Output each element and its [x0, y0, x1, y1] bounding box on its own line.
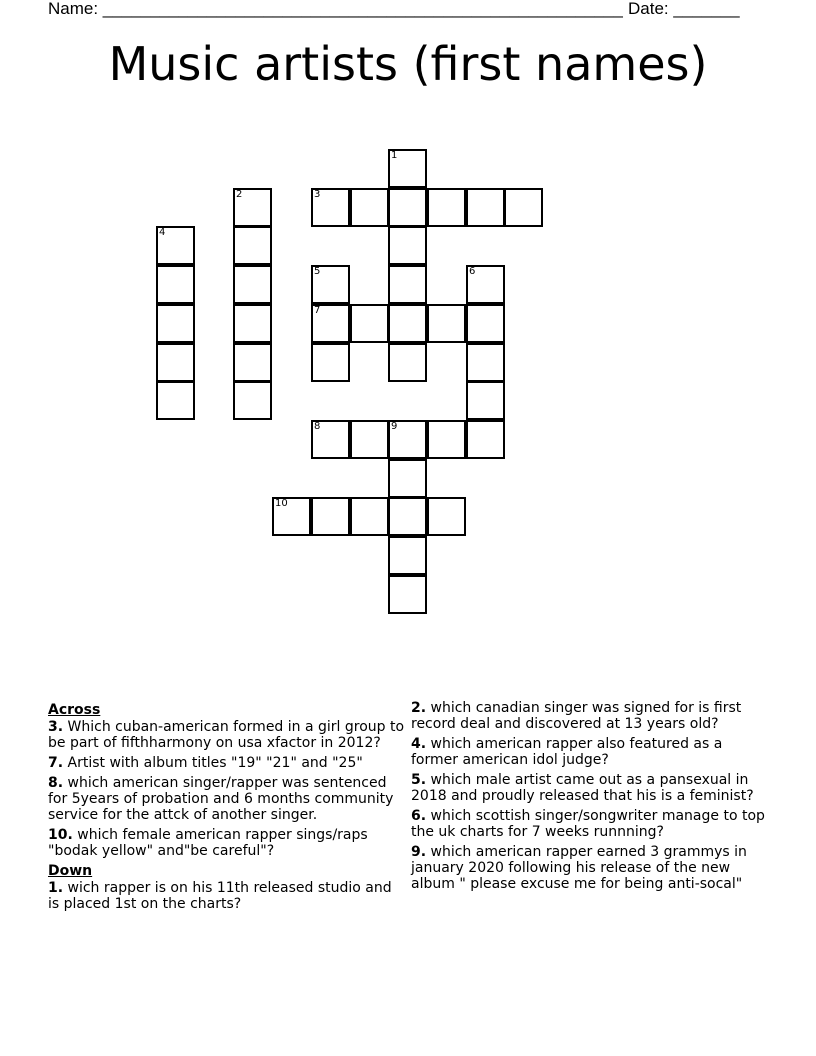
crossword-cell[interactable] — [156, 265, 195, 304]
clue-item — [48, 719, 406, 751]
down-clue-list-continued — [411, 700, 771, 892]
clue-item — [411, 808, 771, 840]
crossword-cell[interactable] — [233, 265, 272, 304]
crossword-cell[interactable] — [350, 497, 389, 536]
clue-number: 5 — [314, 266, 321, 277]
clue-item — [48, 827, 406, 859]
crossword-cell[interactable] — [233, 226, 272, 265]
clue-item-number: 6. — [411, 808, 427, 824]
crossword-cell[interactable] — [427, 188, 466, 227]
page-title: Music artists (first names) — [108, 37, 708, 91]
crossword-cell[interactable] — [156, 381, 195, 420]
crossword-cell[interactable] — [388, 343, 427, 382]
crossword-cell[interactable] — [388, 575, 427, 614]
clue-item-number: 1. — [48, 880, 64, 896]
crossword-cell[interactable] — [233, 343, 272, 382]
clue-item-number: 4. — [411, 736, 427, 752]
crossword-cell[interactable] — [466, 420, 505, 459]
clue-item-text: wich rapper is on his 11th released studio and is placed 1st on the charts? — [48, 880, 392, 912]
clue-item-number: 7. — [48, 755, 64, 771]
clue-item-number: 2. — [411, 700, 427, 716]
clue-item-text: which american rapper also featured as a former american idol judge? — [411, 736, 723, 768]
name-field-label[interactable]: Name: _______________________________________________________ — [48, 0, 623, 18]
clue-number: 4 — [159, 227, 166, 238]
clue-item — [48, 775, 406, 823]
crossword-cell[interactable] — [233, 381, 272, 420]
crossword-cell[interactable] — [311, 188, 350, 227]
crossword-cell[interactable] — [156, 226, 195, 265]
crossword-cell[interactable] — [504, 188, 543, 227]
clue-number: 6 — [469, 266, 476, 277]
crossword-cell[interactable] — [272, 497, 311, 536]
clue-number: 3 — [314, 189, 321, 200]
crossword-cell[interactable] — [156, 343, 195, 382]
clue-item — [48, 755, 406, 771]
clue-item-text: Which cuban-american formed in a girl group to be part of fifthharmony on usa xfactor in 2012? — [48, 719, 405, 751]
clue-item-number: 10. — [48, 827, 73, 843]
clue-number: 1 — [391, 150, 398, 161]
crossword-cell[interactable] — [311, 343, 350, 382]
clue-number: 7 — [314, 305, 321, 316]
clue-item — [411, 736, 771, 768]
clues-right-column — [411, 700, 771, 896]
clue-item — [411, 844, 771, 892]
clue-item-text: Artist with album titles "19" "21" and "25" — [63, 755, 363, 771]
crossword-cell[interactable] — [388, 149, 427, 188]
clue-item-text: which male artist came out as a pansexual in 2018 and proudly released that his is a feminist? — [411, 772, 754, 804]
clue-item-number: 9. — [411, 844, 427, 860]
crossword-cell[interactable] — [466, 343, 505, 382]
crossword-cell[interactable] — [388, 497, 427, 536]
crossword-cell[interactable] — [466, 265, 505, 304]
crossword-cell[interactable] — [156, 304, 195, 343]
crossword-cell[interactable] — [350, 188, 389, 227]
down-clue-list — [48, 880, 406, 912]
crossword-cell[interactable] — [388, 304, 427, 343]
crossword-cell[interactable] — [466, 188, 505, 227]
clue-item-text: which american rapper earned 3 grammys in january 2020 following his release of the new album " please excuse me for being anti-socal" — [411, 844, 747, 892]
crossword-cell[interactable] — [427, 304, 466, 343]
clue-item-number: 3. — [48, 719, 64, 735]
clue-number: 8 — [314, 421, 321, 432]
crossword-cell[interactable] — [427, 420, 466, 459]
across-heading: Across — [48, 702, 101, 718]
crossword-cell[interactable] — [311, 265, 350, 304]
crossword-cell[interactable] — [233, 304, 272, 343]
down-heading: Down — [48, 863, 93, 879]
crossword-cell[interactable] — [388, 188, 427, 227]
crossword-cell[interactable] — [427, 497, 466, 536]
clue-item-text: which scottish singer/songwriter manage to top the uk charts for 7 weeks runnning? — [411, 808, 765, 840]
crossword-cell[interactable] — [311, 420, 350, 459]
clue-item — [411, 772, 771, 804]
across-clue-list — [48, 719, 406, 859]
date-field-label[interactable]: Date: _______ — [628, 0, 740, 18]
clue-item — [48, 880, 406, 912]
clues-left-column — [48, 700, 406, 916]
clue-item-text: which female american rapper sings/raps "bodak yellow" and"be careful"? — [48, 827, 368, 859]
clue-item-text: which canadian singer was signed for is first record deal and discovered at 13 years old? — [411, 700, 742, 732]
clue-item — [411, 700, 771, 732]
crossword-cell[interactable] — [350, 304, 389, 343]
crossword-cell[interactable] — [388, 265, 427, 304]
crossword-cell[interactable] — [466, 304, 505, 343]
crossword-cell[interactable] — [388, 536, 427, 575]
crossword-cell[interactable] — [388, 420, 427, 459]
clue-number: 2 — [236, 189, 243, 200]
clue-item-number: 5. — [411, 772, 427, 788]
crossword-cell[interactable] — [311, 497, 350, 536]
crossword-cell[interactable] — [350, 420, 389, 459]
crossword-cell[interactable] — [388, 459, 427, 498]
clue-item-number: 8. — [48, 775, 64, 791]
crossword-cell[interactable] — [466, 381, 505, 420]
crossword-cell[interactable] — [233, 188, 272, 227]
crossword-cell[interactable] — [311, 304, 350, 343]
crossword-cell[interactable] — [388, 226, 427, 265]
clue-number: 10 — [275, 498, 288, 509]
clue-number: 9 — [391, 421, 398, 432]
clue-item-text: which american singer/rapper was sentenced for 5years of probation and 6 months community service for the attck of another singer. — [48, 775, 394, 823]
